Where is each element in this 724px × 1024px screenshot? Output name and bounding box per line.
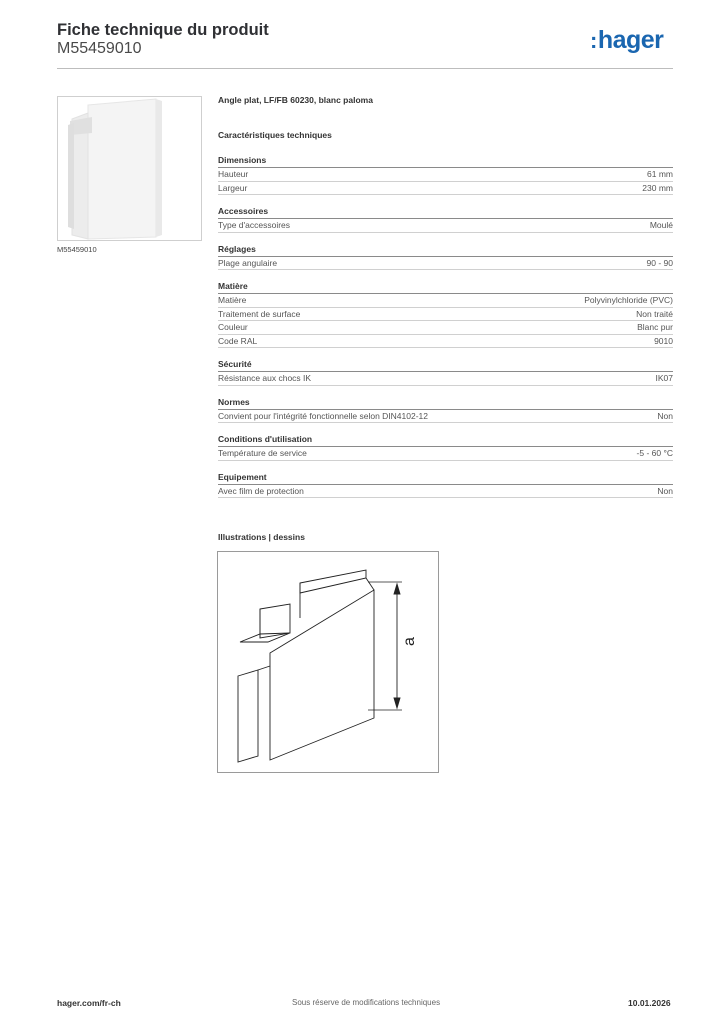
spec-label: Température de service bbox=[218, 448, 307, 458]
section-title: Equipement bbox=[218, 472, 673, 485]
angle-drawing-icon bbox=[218, 552, 438, 772]
spec-section bbox=[218, 206, 673, 233]
footer-website[interactable]: hager.com/fr-ch bbox=[57, 998, 121, 1008]
spec-label: Code RAL bbox=[218, 335, 258, 346]
spec-row bbox=[218, 372, 673, 386]
spec-row bbox=[218, 308, 673, 322]
section-title: Conditions d'utilisation bbox=[218, 434, 673, 447]
spec-section bbox=[218, 472, 673, 499]
spec-label: Traitement de surface bbox=[218, 308, 301, 319]
spec-row bbox=[218, 257, 673, 271]
spec-section bbox=[218, 359, 673, 386]
spec-row bbox=[218, 168, 673, 182]
spec-label: Plage angulaire bbox=[218, 257, 278, 268]
spec-row bbox=[218, 447, 673, 461]
spec-label: Matière bbox=[218, 295, 247, 305]
spec-value: 230 mm bbox=[642, 182, 673, 193]
spec-sections bbox=[218, 155, 673, 498]
page-title: Fiche technique du produit bbox=[57, 21, 269, 39]
spec-row bbox=[218, 219, 673, 233]
specs-panel bbox=[218, 95, 673, 498]
spec-row bbox=[218, 485, 673, 499]
spec-label: Largeur bbox=[218, 182, 248, 193]
spec-label: Avec film de protection bbox=[218, 485, 304, 496]
spec-value: Moulé bbox=[649, 220, 673, 230]
spec-label: Hauteur bbox=[218, 169, 249, 179]
spec-value: IK07 bbox=[655, 373, 673, 383]
spec-value: 61 mm bbox=[647, 169, 673, 179]
spec-value: 9010 bbox=[654, 335, 673, 346]
spec-value: -5 - 60 °C bbox=[636, 448, 673, 458]
hager-logo[interactable] bbox=[590, 26, 663, 55]
spec-value: Polyvinylchloride (PVC) bbox=[584, 295, 673, 305]
section-title: Accessoires bbox=[218, 206, 673, 219]
technical-drawing bbox=[217, 551, 439, 773]
spec-value: Non bbox=[657, 485, 673, 496]
image-caption: M55459010 bbox=[57, 245, 97, 254]
section-title: Matière bbox=[218, 281, 673, 294]
spec-row bbox=[218, 335, 673, 349]
spec-row bbox=[218, 410, 673, 424]
product-description: Angle plat, LF/FB 60230, blanc paloma bbox=[218, 95, 373, 105]
spec-row bbox=[218, 294, 673, 308]
logo-text: hager bbox=[597, 26, 664, 54]
spec-section bbox=[218, 397, 673, 424]
spec-label: Couleur bbox=[218, 322, 248, 332]
specs-heading: Caractéristiques techniques bbox=[218, 130, 332, 140]
dimension-label: a bbox=[401, 637, 418, 646]
section-title: Dimensions bbox=[218, 155, 673, 168]
spec-row bbox=[218, 321, 673, 335]
spec-label: Convient pour l'intégrité fonctionnelle selon DIN4102-12 bbox=[218, 410, 429, 421]
section-title: Normes bbox=[218, 397, 673, 410]
spec-value: Non traité bbox=[636, 308, 673, 319]
footer-disclaimer: Sous réserve de modifications techniques bbox=[292, 998, 441, 1007]
footer-date: 10.01.2026 bbox=[628, 998, 671, 1008]
spec-row bbox=[218, 182, 673, 196]
product-photo-icon bbox=[58, 97, 202, 241]
product-image bbox=[57, 96, 202, 241]
spec-section bbox=[218, 434, 673, 461]
header-divider bbox=[57, 68, 673, 69]
spec-value: 90 - 90 bbox=[646, 257, 673, 268]
spec-section bbox=[218, 155, 673, 195]
product-code: M55459010 bbox=[57, 40, 142, 57]
section-title: Sécurité bbox=[218, 359, 673, 372]
logo-colon-icon: : bbox=[590, 28, 597, 53]
spec-label: Type d'accessoires bbox=[218, 220, 291, 230]
spec-section bbox=[218, 281, 673, 348]
section-title: Réglages bbox=[218, 244, 673, 257]
illustrations-title: Illustrations | dessins bbox=[218, 532, 305, 542]
spec-section bbox=[218, 244, 673, 271]
spec-value: Non bbox=[657, 410, 673, 421]
spec-label: Résistance aux chocs IK bbox=[218, 373, 312, 383]
spec-value: Blanc pur bbox=[637, 322, 673, 332]
